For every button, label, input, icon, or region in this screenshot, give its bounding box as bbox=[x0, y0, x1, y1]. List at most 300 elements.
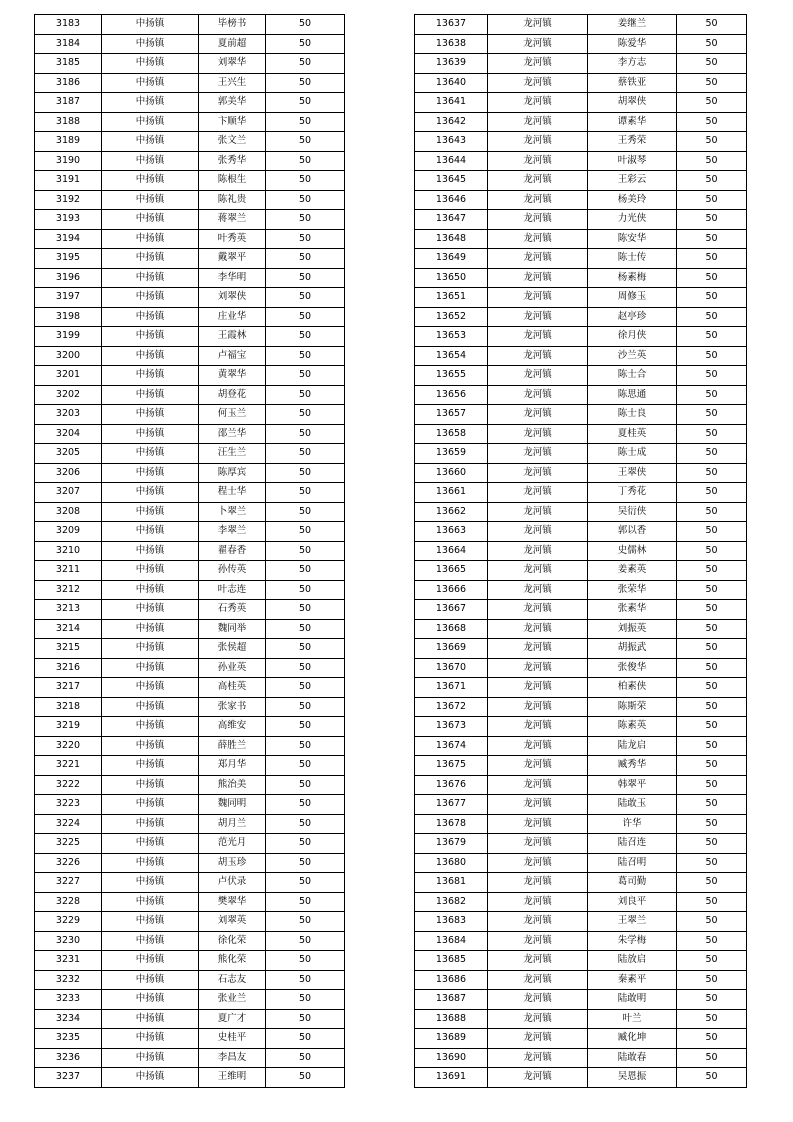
serial-cell: 3222 bbox=[35, 775, 102, 795]
town-cell: 龙河镇 bbox=[488, 405, 588, 425]
town-cell: 中扬镇 bbox=[102, 151, 199, 171]
amount-cell: 50 bbox=[677, 658, 747, 678]
serial-cell: 13654 bbox=[415, 346, 488, 366]
amount-cell: 50 bbox=[677, 268, 747, 288]
table-row bbox=[35, 522, 345, 542]
serial-cell: 3185 bbox=[35, 54, 102, 74]
serial-cell: 3220 bbox=[35, 736, 102, 756]
name-cell: 杨素梅 bbox=[588, 268, 677, 288]
amount-cell: 50 bbox=[266, 619, 345, 639]
name-cell: 力光侠 bbox=[588, 210, 677, 230]
amount-cell: 50 bbox=[677, 697, 747, 717]
table-row bbox=[415, 502, 747, 522]
serial-cell: 3203 bbox=[35, 405, 102, 425]
town-cell: 龙河镇 bbox=[488, 288, 588, 308]
name-cell: 程士华 bbox=[199, 483, 266, 503]
table-row bbox=[415, 814, 747, 834]
serial-cell: 13641 bbox=[415, 93, 488, 113]
town-cell: 龙河镇 bbox=[488, 73, 588, 93]
table-row bbox=[415, 951, 747, 971]
serial-cell: 13678 bbox=[415, 814, 488, 834]
amount-cell: 50 bbox=[677, 717, 747, 737]
table-row bbox=[35, 34, 345, 54]
town-cell: 中扬镇 bbox=[102, 307, 199, 327]
name-cell: 朱学梅 bbox=[588, 931, 677, 951]
name-cell: 丁秀花 bbox=[588, 483, 677, 503]
amount-cell: 50 bbox=[266, 678, 345, 698]
amount-cell: 50 bbox=[677, 873, 747, 893]
serial-cell: 3192 bbox=[35, 190, 102, 210]
serial-cell: 3195 bbox=[35, 249, 102, 269]
amount-cell: 50 bbox=[677, 171, 747, 191]
amount-cell: 50 bbox=[266, 268, 345, 288]
table-row bbox=[35, 736, 345, 756]
table-row bbox=[415, 600, 747, 620]
town-cell: 龙河镇 bbox=[488, 990, 588, 1010]
town-cell: 中扬镇 bbox=[102, 15, 199, 35]
serial-cell: 13652 bbox=[415, 307, 488, 327]
table-row bbox=[35, 756, 345, 776]
table-row bbox=[415, 697, 747, 717]
table-row bbox=[35, 697, 345, 717]
table-row bbox=[415, 424, 747, 444]
table-row bbox=[35, 229, 345, 249]
name-cell: 周修玉 bbox=[588, 288, 677, 308]
name-cell: 秦素平 bbox=[588, 970, 677, 990]
town-cell: 中扬镇 bbox=[102, 288, 199, 308]
amount-cell: 50 bbox=[677, 385, 747, 405]
name-cell: 臧化坤 bbox=[588, 1029, 677, 1049]
amount-cell: 50 bbox=[677, 756, 747, 776]
name-cell: 魏同明 bbox=[199, 795, 266, 815]
table-row bbox=[35, 931, 345, 951]
amount-cell: 50 bbox=[677, 34, 747, 54]
table-row bbox=[35, 619, 345, 639]
name-cell: 石秀英 bbox=[199, 600, 266, 620]
amount-cell: 50 bbox=[677, 288, 747, 308]
amount-cell: 50 bbox=[677, 814, 747, 834]
serial-cell: 3184 bbox=[35, 34, 102, 54]
table-row bbox=[35, 795, 345, 815]
serial-cell: 3190 bbox=[35, 151, 102, 171]
name-cell: 王维明 bbox=[199, 1068, 266, 1088]
town-cell: 龙河镇 bbox=[488, 327, 588, 347]
name-cell: 陈士良 bbox=[588, 405, 677, 425]
town-cell: 中扬镇 bbox=[102, 756, 199, 776]
serial-cell: 13650 bbox=[415, 268, 488, 288]
amount-cell: 50 bbox=[266, 814, 345, 834]
amount-cell: 50 bbox=[266, 756, 345, 776]
amount-cell: 50 bbox=[266, 775, 345, 795]
table-row bbox=[35, 717, 345, 737]
table-row bbox=[415, 561, 747, 581]
town-cell: 龙河镇 bbox=[488, 561, 588, 581]
amount-cell: 50 bbox=[266, 307, 345, 327]
name-cell: 王翠侠 bbox=[588, 463, 677, 483]
amount-cell: 50 bbox=[266, 54, 345, 74]
serial-cell: 3237 bbox=[35, 1068, 102, 1088]
serial-cell: 3214 bbox=[35, 619, 102, 639]
town-cell: 中扬镇 bbox=[102, 678, 199, 698]
amount-cell: 50 bbox=[677, 151, 747, 171]
town-cell: 龙河镇 bbox=[488, 171, 588, 191]
name-cell: 王兴生 bbox=[199, 73, 266, 93]
town-cell: 龙河镇 bbox=[488, 1068, 588, 1088]
name-cell: 史桂平 bbox=[199, 1029, 266, 1049]
table-row bbox=[415, 444, 747, 464]
amount-cell: 50 bbox=[677, 912, 747, 932]
table-row bbox=[35, 210, 345, 230]
table-row bbox=[415, 970, 747, 990]
table-row bbox=[35, 853, 345, 873]
serial-cell: 3215 bbox=[35, 639, 102, 659]
amount-cell: 50 bbox=[266, 366, 345, 386]
town-cell: 中扬镇 bbox=[102, 1029, 199, 1049]
serial-cell: 13645 bbox=[415, 171, 488, 191]
table-row bbox=[415, 892, 747, 912]
amount-cell: 50 bbox=[677, 366, 747, 386]
table-row bbox=[415, 93, 747, 113]
table-row bbox=[35, 112, 345, 132]
table-row bbox=[35, 151, 345, 171]
town-cell: 龙河镇 bbox=[488, 229, 588, 249]
town-cell: 中扬镇 bbox=[102, 483, 199, 503]
serial-cell: 3212 bbox=[35, 580, 102, 600]
serial-cell: 13682 bbox=[415, 892, 488, 912]
amount-cell: 50 bbox=[677, 483, 747, 503]
table-row bbox=[415, 717, 747, 737]
name-cell: 张侯超 bbox=[199, 639, 266, 659]
name-cell: 徐化荣 bbox=[199, 931, 266, 951]
table-row bbox=[415, 34, 747, 54]
town-cell: 中扬镇 bbox=[102, 561, 199, 581]
serial-cell: 13677 bbox=[415, 795, 488, 815]
serial-cell: 3227 bbox=[35, 873, 102, 893]
town-cell: 中扬镇 bbox=[102, 502, 199, 522]
table-row bbox=[415, 210, 747, 230]
name-cell: 刘翠华 bbox=[199, 54, 266, 74]
serial-cell: 3210 bbox=[35, 541, 102, 561]
town-cell: 龙河镇 bbox=[488, 736, 588, 756]
amount-cell: 50 bbox=[677, 463, 747, 483]
name-cell: 陈士传 bbox=[588, 249, 677, 269]
amount-cell: 50 bbox=[266, 931, 345, 951]
town-cell: 中扬镇 bbox=[102, 210, 199, 230]
table-row bbox=[35, 190, 345, 210]
name-cell: 陆敢明 bbox=[588, 990, 677, 1010]
name-cell: 熊治美 bbox=[199, 775, 266, 795]
serial-cell: 3221 bbox=[35, 756, 102, 776]
serial-cell: 13672 bbox=[415, 697, 488, 717]
amount-cell: 50 bbox=[266, 522, 345, 542]
name-cell: 陈思通 bbox=[588, 385, 677, 405]
name-cell: 高桂英 bbox=[199, 678, 266, 698]
name-cell: 汪生兰 bbox=[199, 444, 266, 464]
town-cell: 龙河镇 bbox=[488, 619, 588, 639]
table-row bbox=[415, 1009, 747, 1029]
amount-cell: 50 bbox=[677, 834, 747, 854]
name-cell: 韩翠平 bbox=[588, 775, 677, 795]
town-cell: 中扬镇 bbox=[102, 873, 199, 893]
name-cell: 王彩云 bbox=[588, 171, 677, 191]
serial-cell: 3231 bbox=[35, 951, 102, 971]
amount-cell: 50 bbox=[266, 834, 345, 854]
serial-cell: 3207 bbox=[35, 483, 102, 503]
table-row bbox=[415, 1048, 747, 1068]
name-cell: 黄翠华 bbox=[199, 366, 266, 386]
amount-cell: 50 bbox=[677, 990, 747, 1010]
town-cell: 龙河镇 bbox=[488, 697, 588, 717]
town-cell: 中扬镇 bbox=[102, 736, 199, 756]
name-cell: 刘良平 bbox=[588, 892, 677, 912]
town-cell: 龙河镇 bbox=[488, 600, 588, 620]
table-row bbox=[415, 873, 747, 893]
name-cell: 张俊华 bbox=[588, 658, 677, 678]
amount-cell: 50 bbox=[677, 678, 747, 698]
town-cell: 中扬镇 bbox=[102, 639, 199, 659]
town-cell: 龙河镇 bbox=[488, 931, 588, 951]
table-row bbox=[415, 249, 747, 269]
amount-cell: 50 bbox=[266, 892, 345, 912]
amount-cell: 50 bbox=[266, 1009, 345, 1029]
amount-cell: 50 bbox=[266, 93, 345, 113]
name-cell: 王秀荣 bbox=[588, 132, 677, 152]
amount-cell: 50 bbox=[266, 697, 345, 717]
serial-cell: 3216 bbox=[35, 658, 102, 678]
town-cell: 龙河镇 bbox=[488, 814, 588, 834]
town-cell: 中扬镇 bbox=[102, 795, 199, 815]
serial-cell: 3234 bbox=[35, 1009, 102, 1029]
serial-cell: 3200 bbox=[35, 346, 102, 366]
amount-cell: 50 bbox=[266, 1068, 345, 1088]
name-cell: 李华明 bbox=[199, 268, 266, 288]
table-row bbox=[415, 756, 747, 776]
town-cell: 龙河镇 bbox=[488, 424, 588, 444]
town-cell: 中扬镇 bbox=[102, 132, 199, 152]
town-cell: 中扬镇 bbox=[102, 34, 199, 54]
name-cell: 陆放启 bbox=[588, 951, 677, 971]
serial-cell: 13664 bbox=[415, 541, 488, 561]
serial-cell: 3209 bbox=[35, 522, 102, 542]
table-row bbox=[35, 73, 345, 93]
town-cell: 中扬镇 bbox=[102, 190, 199, 210]
table-row bbox=[35, 990, 345, 1010]
amount-cell: 50 bbox=[266, 346, 345, 366]
serial-cell: 13655 bbox=[415, 366, 488, 386]
table-row bbox=[415, 1029, 747, 1049]
town-cell: 中扬镇 bbox=[102, 658, 199, 678]
serial-cell: 3193 bbox=[35, 210, 102, 230]
town-cell: 中扬镇 bbox=[102, 385, 199, 405]
town-cell: 龙河镇 bbox=[488, 502, 588, 522]
name-cell: 叶兰 bbox=[588, 1009, 677, 1029]
amount-cell: 50 bbox=[677, 424, 747, 444]
serial-cell: 13676 bbox=[415, 775, 488, 795]
town-cell: 龙河镇 bbox=[488, 1009, 588, 1029]
table-row bbox=[415, 990, 747, 1010]
serial-cell: 3194 bbox=[35, 229, 102, 249]
table-row bbox=[35, 327, 345, 347]
amount-cell: 50 bbox=[677, 249, 747, 269]
town-cell: 龙河镇 bbox=[488, 775, 588, 795]
table-row bbox=[35, 249, 345, 269]
amount-cell: 50 bbox=[677, 210, 747, 230]
table-row bbox=[415, 834, 747, 854]
serial-cell: 13683 bbox=[415, 912, 488, 932]
amount-cell: 50 bbox=[266, 873, 345, 893]
serial-cell: 3225 bbox=[35, 834, 102, 854]
amount-cell: 50 bbox=[677, 15, 747, 35]
amount-cell: 50 bbox=[677, 346, 747, 366]
name-cell: 夏桂英 bbox=[588, 424, 677, 444]
town-cell: 中扬镇 bbox=[102, 580, 199, 600]
table-row bbox=[35, 463, 345, 483]
serial-cell: 3199 bbox=[35, 327, 102, 347]
name-cell: 蒋翠兰 bbox=[199, 210, 266, 230]
serial-cell: 13685 bbox=[415, 951, 488, 971]
name-cell: 葛司勤 bbox=[588, 873, 677, 893]
amount-cell: 50 bbox=[677, 327, 747, 347]
town-cell: 中扬镇 bbox=[102, 366, 199, 386]
town-cell: 龙河镇 bbox=[488, 366, 588, 386]
serial-cell: 13680 bbox=[415, 853, 488, 873]
name-cell: 赵亭珍 bbox=[588, 307, 677, 327]
table-row bbox=[415, 171, 747, 191]
table-row bbox=[415, 366, 747, 386]
name-cell: 吴恩振 bbox=[588, 1068, 677, 1088]
serial-cell: 13665 bbox=[415, 561, 488, 581]
serial-cell: 3183 bbox=[35, 15, 102, 35]
table-row bbox=[415, 639, 747, 659]
town-cell: 中扬镇 bbox=[102, 54, 199, 74]
table-row bbox=[35, 1029, 345, 1049]
amount-cell: 50 bbox=[677, 580, 747, 600]
town-cell: 龙河镇 bbox=[488, 268, 588, 288]
amount-cell: 50 bbox=[266, 444, 345, 464]
serial-cell: 3229 bbox=[35, 912, 102, 932]
name-cell: 叶秀英 bbox=[199, 229, 266, 249]
serial-cell: 13646 bbox=[415, 190, 488, 210]
serial-cell: 3217 bbox=[35, 678, 102, 698]
serial-cell: 3228 bbox=[35, 892, 102, 912]
town-cell: 龙河镇 bbox=[488, 970, 588, 990]
name-cell: 姜素英 bbox=[588, 561, 677, 581]
table-row bbox=[35, 834, 345, 854]
town-cell: 龙河镇 bbox=[488, 541, 588, 561]
name-cell: 魏同举 bbox=[199, 619, 266, 639]
town-cell: 龙河镇 bbox=[488, 951, 588, 971]
right-table-body bbox=[415, 15, 747, 1088]
table-row bbox=[415, 229, 747, 249]
name-cell: 翟春香 bbox=[199, 541, 266, 561]
town-cell: 中扬镇 bbox=[102, 600, 199, 620]
serial-cell: 3201 bbox=[35, 366, 102, 386]
serial-cell: 3191 bbox=[35, 171, 102, 191]
table-row bbox=[35, 366, 345, 386]
name-cell: 毕榜书 bbox=[199, 15, 266, 35]
amount-cell: 50 bbox=[677, 54, 747, 74]
serial-cell: 3230 bbox=[35, 931, 102, 951]
amount-cell: 50 bbox=[677, 736, 747, 756]
name-cell: 陆召明 bbox=[588, 853, 677, 873]
amount-cell: 50 bbox=[266, 424, 345, 444]
name-cell: 刘翠侠 bbox=[199, 288, 266, 308]
table-row bbox=[415, 775, 747, 795]
table-row bbox=[35, 600, 345, 620]
town-cell: 中扬镇 bbox=[102, 541, 199, 561]
town-cell: 龙河镇 bbox=[488, 307, 588, 327]
serial-cell: 3219 bbox=[35, 717, 102, 737]
amount-cell: 50 bbox=[677, 1068, 747, 1088]
amount-cell: 50 bbox=[266, 73, 345, 93]
table-row bbox=[415, 132, 747, 152]
name-cell: 郭美华 bbox=[199, 93, 266, 113]
table-row bbox=[415, 288, 747, 308]
table-row bbox=[35, 93, 345, 113]
table-row bbox=[415, 463, 747, 483]
town-cell: 中扬镇 bbox=[102, 249, 199, 269]
amount-cell: 50 bbox=[266, 15, 345, 35]
amount-cell: 50 bbox=[677, 444, 747, 464]
serial-cell: 13679 bbox=[415, 834, 488, 854]
town-cell: 中扬镇 bbox=[102, 346, 199, 366]
serial-cell: 3218 bbox=[35, 697, 102, 717]
amount-cell: 50 bbox=[266, 795, 345, 815]
table-row bbox=[35, 132, 345, 152]
name-cell: 陈礼贵 bbox=[199, 190, 266, 210]
table-row bbox=[35, 580, 345, 600]
table-row bbox=[35, 873, 345, 893]
serial-cell: 13691 bbox=[415, 1068, 488, 1088]
amount-cell: 50 bbox=[677, 619, 747, 639]
name-cell: 张业兰 bbox=[199, 990, 266, 1010]
amount-cell: 50 bbox=[266, 229, 345, 249]
town-cell: 中扬镇 bbox=[102, 1009, 199, 1029]
table-row bbox=[415, 522, 747, 542]
town-cell: 龙河镇 bbox=[488, 132, 588, 152]
amount-cell: 50 bbox=[266, 990, 345, 1010]
town-cell: 中扬镇 bbox=[102, 522, 199, 542]
amount-cell: 50 bbox=[677, 775, 747, 795]
name-cell: 郑月华 bbox=[199, 756, 266, 776]
amount-cell: 50 bbox=[677, 1009, 747, 1029]
name-cell: 杨美玲 bbox=[588, 190, 677, 210]
town-cell: 龙河镇 bbox=[488, 54, 588, 74]
serial-cell: 13686 bbox=[415, 970, 488, 990]
town-cell: 中扬镇 bbox=[102, 951, 199, 971]
serial-cell: 13687 bbox=[415, 990, 488, 1010]
amount-cell: 50 bbox=[677, 951, 747, 971]
amount-cell: 50 bbox=[677, 970, 747, 990]
town-cell: 龙河镇 bbox=[488, 249, 588, 269]
town-cell: 中扬镇 bbox=[102, 424, 199, 444]
name-cell: 李方志 bbox=[588, 54, 677, 74]
serial-cell: 13647 bbox=[415, 210, 488, 230]
town-cell: 中扬镇 bbox=[102, 814, 199, 834]
name-cell: 张文兰 bbox=[199, 132, 266, 152]
town-cell: 中扬镇 bbox=[102, 463, 199, 483]
town-cell: 中扬镇 bbox=[102, 853, 199, 873]
name-cell: 庄业华 bbox=[199, 307, 266, 327]
table-row bbox=[415, 483, 747, 503]
serial-cell: 3232 bbox=[35, 970, 102, 990]
town-cell: 龙河镇 bbox=[488, 912, 588, 932]
amount-cell: 50 bbox=[266, 658, 345, 678]
serial-cell: 3202 bbox=[35, 385, 102, 405]
amount-cell: 50 bbox=[266, 970, 345, 990]
town-cell: 龙河镇 bbox=[488, 15, 588, 35]
town-cell: 龙河镇 bbox=[488, 795, 588, 815]
